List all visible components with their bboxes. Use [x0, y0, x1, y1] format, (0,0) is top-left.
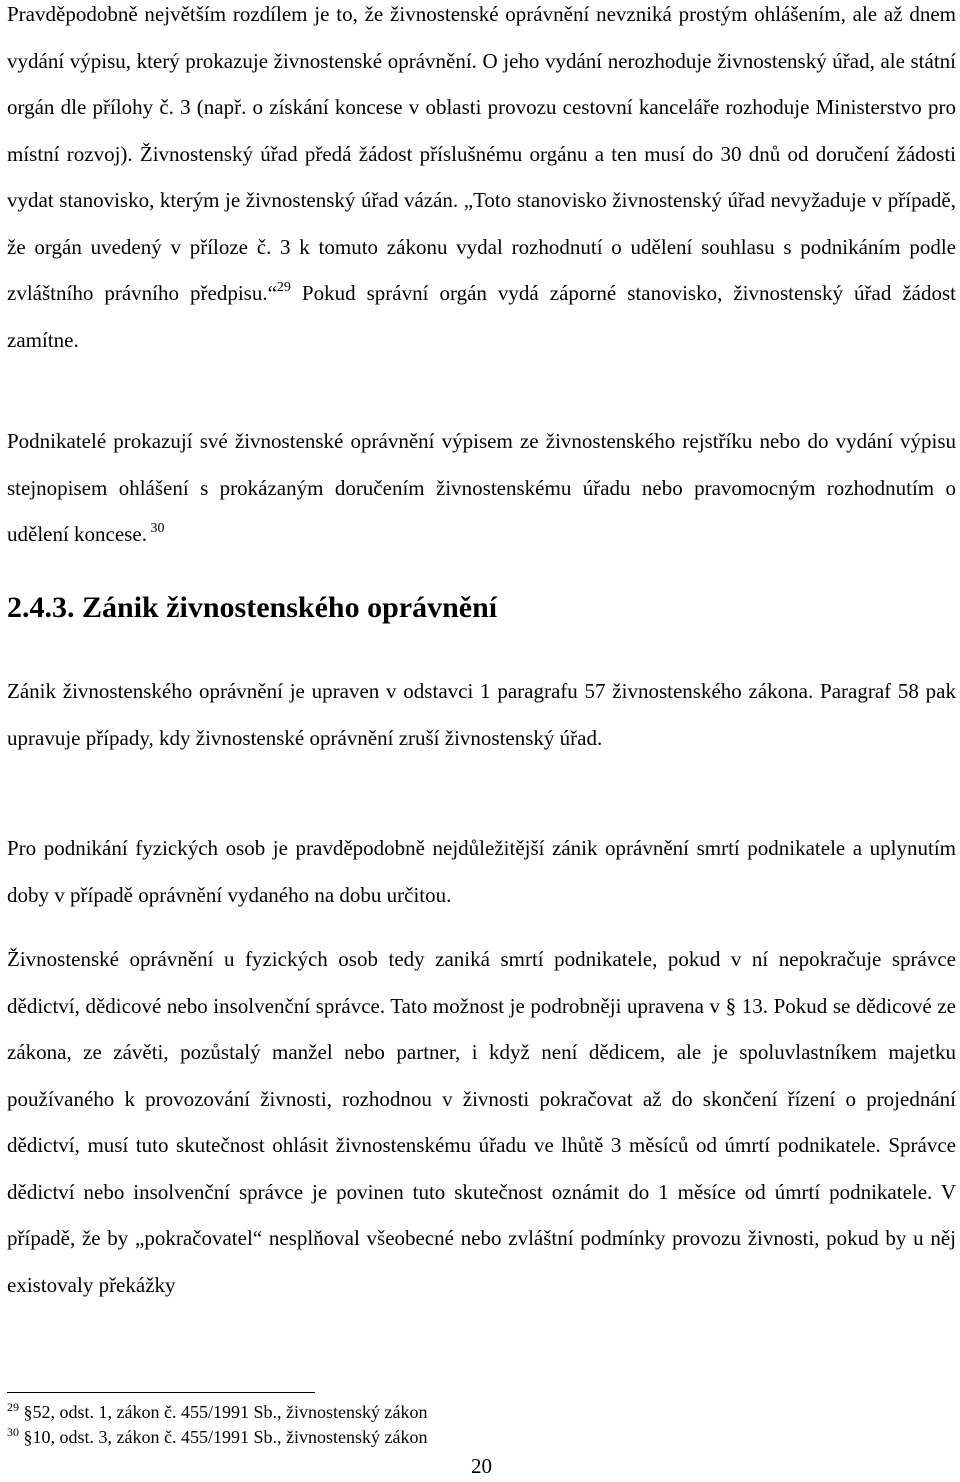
page-number: 20	[471, 1454, 492, 1478]
footnotes	[7, 1400, 956, 1450]
footnote-ref-30: 30	[146, 521, 165, 536]
paragraph-termination-death: Pro podnikání fyzických osob je pravděpodobně nejdůležitější zánik oprávnění smrtí podnikatele a uplynutím doby v případě oprávnění vydaného na dobu určitou.	[7, 836, 956, 907]
footnote-number: 29	[7, 1400, 19, 1414]
footnote-ref-29: 29	[276, 280, 291, 295]
paragraph-termination-law: Zánik živnostenského oprávnění je upraven v odstavci 1 paragrafu 57 živnostenského zákona. Paragraf 58 pak upravuje případy, kdy živnostenské oprávnění zruší živnostenský úřad.	[7, 679, 956, 750]
paragraph-proof-of-licence	[7, 418, 956, 558]
paragraph-text: Pokud správní orgán vydá záporné stanovisko, živnostenský úřad žádost zamítne.	[7, 281, 956, 352]
section-heading: 2.4.3. Zánik živnostenského oprávnění	[7, 591, 498, 624]
footnote-text: §10, odst. 3, zákon č. 455/1991 Sb., živnostenský zákon	[19, 1427, 428, 1447]
paragraph-heirs-continuation: Živnostenské oprávnění u fyzických osob tedy zaniká smrtí podnikatele, pokud v ní nepokračuje správce dědictví, dědicové nebo insolvenční správce. Tato možnost je podrobněji upravena v § 13. Pokud se dědicové ze zákona, ze závěti, pozůstalý manžel nebo partner, i když není dědicem, ale je spoluvlastníkem majetku používaného k provozování živnosti, rozhodnou v živnosti pokračovat až do skončení řízení o projednání dědictví, musí tuto skutečnost ohlásit živnostenskému úřadu ve lhůtě 3 měsíců od úmrtí podnikatele. Správce dědictví nebo insolvenční správce je povinen tuto skutečnost oznámit do 1 měsíce od úmrtí podnikatele. V případě, že by „pokračovatel“ nesplňoval všeobecné nebo zvláštní podmínky provozu živnosti, pokud by u něj existovaly překážky	[7, 947, 956, 1297]
paragraph-text: Podnikatelé prokazují své živnostenské oprávnění výpisem ze živnostenského rejstříku nebo do vydání výpisu stejnopisem ohlášení s prokázaným doručením živnostenskému úřadu nebo pravomocným rozhodnutím o udělení koncese.	[7, 429, 956, 546]
footnote-29	[7, 1400, 956, 1425]
paragraph-text: Pravděpodobně největším rozdílem je to, že živnostenské oprávnění nevzniká prostým ohlášením, ale až dnem vydání výpisu, který prokazuje živnostenské oprávnění. O jeho vydání nerozhoduje živnostenský úřad, ale státní orgán dle přílohy č. 3 (např. o získání koncese v oblasti provozu cestovní kanceláře rozhoduje Ministerstvo pro místní rozvoj). Živnostenský úřad předá žádost příslušnému orgánu a ten musí do 30 dnů od doručení žádosti vydat stanovisko, kterým je živnostenský úřad vázán. „Toto stanovisko živnostenský úřad nevyžaduje v případě, že orgán uvedený v příloze č. 3 k tomuto zákonu vydal rozhodnutí o udělení souhlasu s podnikáním podle zvláštního právního předpisu.“	[7, 2, 956, 305]
footnote-number: 30	[7, 1425, 19, 1439]
footnote-separator	[7, 1392, 315, 1393]
document-page	[7, 0, 956, 1482]
paragraph-licence-issuance	[7, 0, 956, 363]
footnote-30	[7, 1425, 956, 1450]
footnote-text: §52, odst. 1, zákon č. 455/1991 Sb., živnostenský zákon	[19, 1402, 428, 1422]
